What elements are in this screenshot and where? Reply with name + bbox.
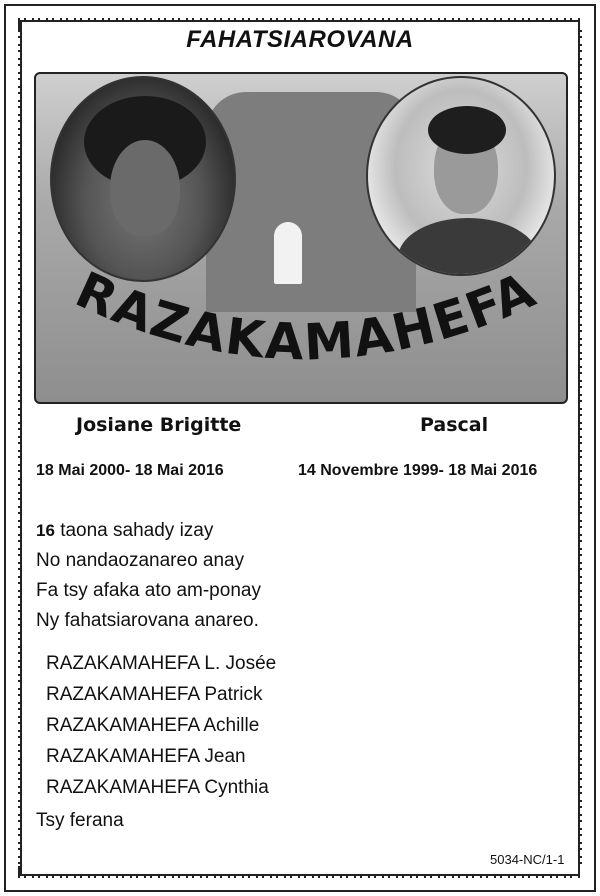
portrait-josiane (50, 76, 236, 282)
family-list (46, 648, 276, 803)
closing-text: Tsy ferana (36, 810, 124, 831)
photo-panel (34, 72, 568, 404)
poem-line: Ny fahatsiarovana anareo. (36, 610, 259, 631)
family-member: RAZAKAMAHEFA Jean (46, 746, 246, 767)
family-member: RAZAKAMAHEFA L. Josée (46, 653, 277, 674)
family-member: RAZAKAMAHEFA Achille (46, 715, 260, 736)
portrait-pascal (366, 76, 556, 276)
portrait-hair (428, 106, 506, 154)
family-member: RAZAKAMAHEFA Patrick (46, 684, 263, 705)
poem-number: 16 (36, 521, 55, 540)
portrait-face (110, 140, 180, 236)
poem (36, 516, 261, 636)
person-dates-right: 14 Novembre 1999- 18 Mai 2016 (298, 462, 538, 479)
notice-title: FAHATSIAROVANA (186, 26, 414, 53)
poem-line-rest: taona sahady izay (54, 520, 214, 541)
surname-text: RAZAKAMAHEFA (67, 264, 545, 372)
person-name-left: Josiane Brigitte (76, 414, 242, 436)
person-name-right: Pascal (420, 414, 489, 436)
reference-code: 5034-NC/1-1 (490, 852, 565, 867)
surname-banner (36, 264, 568, 404)
poem-line: Fa tsy afaka ato am-ponay (36, 580, 261, 601)
family-member: RAZAKAMAHEFA Cynthia (46, 777, 269, 798)
poem-line: No nandaozanareo anay (36, 550, 245, 571)
poem-line (36, 516, 261, 546)
person-dates-left: 18 Mai 2000- 18 Mai 2016 (36, 462, 224, 479)
